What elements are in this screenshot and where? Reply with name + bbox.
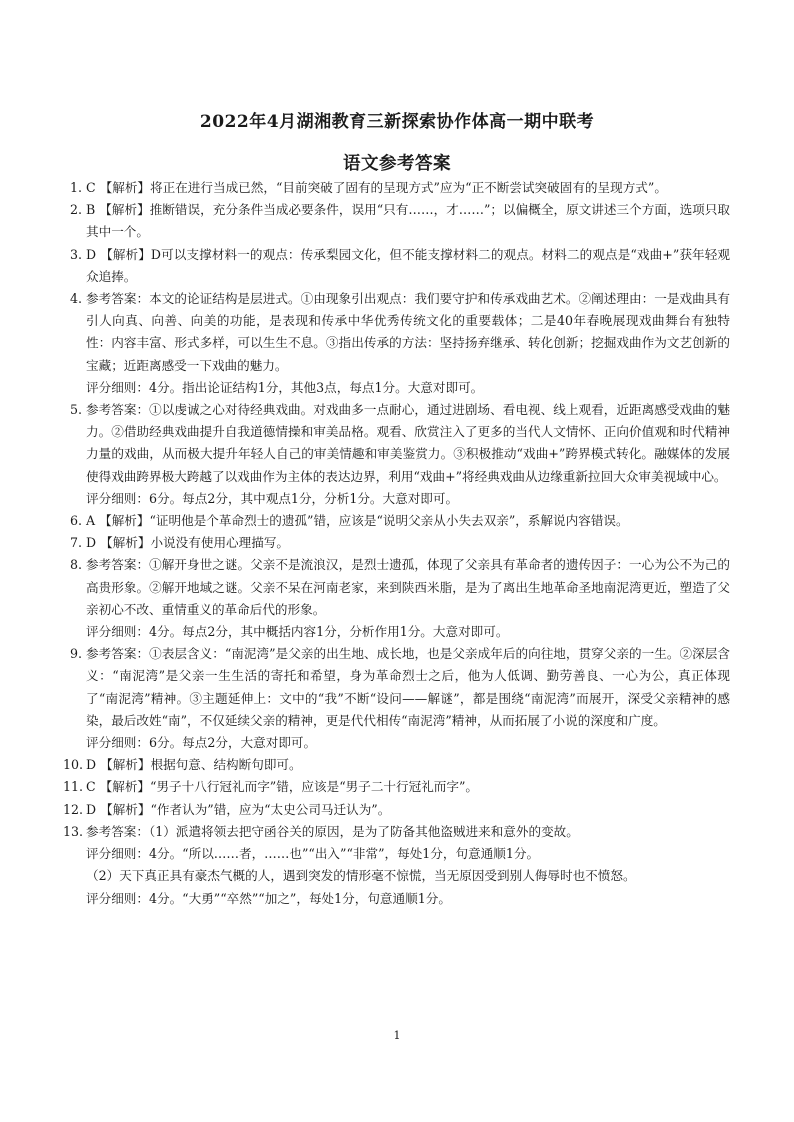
item-text: 参考答案：①表层含义：“南泥湾”是父亲的出生地、成长地，也是父亲成年后的向往地，贯穿父亲的一生。②深层含义：“南泥湾”是父亲一生生活的寄托和希望，身为革命烈士之后，他为人低调、勤劳善良、一心为公，真正体现了“南泥湾”精神。③主题延伸上：文中的“我”不断“设问——解谜”，都是围绕“南泥湾”而展开，深受父亲精神的感染，最后改姓“南”，不仅延续父亲的精神，更是代代相传“南泥湾”精神，从而拓展了小说的深度和广度。 — [86, 646, 730, 728]
answer-list — [63, 177, 730, 910]
page-number: 1 — [393, 1029, 401, 1042]
scoring-rule: 评分细则：4分。每点2分，其中概括内容1分，分析作用1分。大意对即可。 — [86, 624, 509, 640]
scoring-rule: 评分细则：4分。“所以……者，……也”“出入”“非常”，每处1分，句意通顺1分。 — [86, 846, 540, 862]
answer-item-10 — [63, 754, 730, 776]
answer-item-9 — [70, 643, 730, 754]
item-text: A 【解析】“证明他是个革命烈士的遗孤”错，应该是“说明父亲从小失去双亲”，系解说内容错误。 — [86, 513, 629, 529]
answer-item-12 — [63, 799, 730, 821]
answer-item-4 — [70, 288, 730, 399]
item-text: C 【解析】将正在进行当成已然，“目前突破了固有的呈现方式”应为“正不断尝试突破固有的呈现方式”。 — [86, 180, 667, 195]
item-number: 2. — [70, 202, 83, 218]
answer-item-2 — [70, 199, 730, 243]
item-number: 1. — [70, 180, 83, 195]
item-text: D 【解析】D可以支撑材料一的观点：传承梨园文化，但不能支撑材料二的观点。材料二的观点是“戏曲+”获年轻观众追捧。 — [86, 246, 730, 284]
item-text: B 【解析】推断错误，充分条件当成必要条件，误用“只有……，才……”；以偏概全，原文讲述三个方面，选项只取其中一个。 — [86, 202, 730, 240]
scoring-rule: 评分细则：6分。每点2分，其中观点1分，分析1分。大意对即可。 — [86, 490, 459, 506]
item-number: 4. — [70, 291, 83, 307]
item-text: D 【解析】小说没有使用心理描写。 — [86, 535, 290, 551]
answer-item-1 — [70, 177, 730, 199]
answer-item-5 — [70, 399, 730, 510]
item-text: D 【解析】“作者认为”错，应为“太史公司马迁认为”。 — [86, 801, 391, 817]
answer-item-8 — [70, 554, 730, 643]
scoring-rule: 评分细则：4分。指出论证结构1分，其他3点，每点1分。大意对即可。 — [86, 379, 484, 395]
item-number: 7. — [70, 535, 83, 551]
answer-item-6 — [70, 510, 730, 532]
item-text: 参考答案：①解开身世之谜。父亲不是流浪汉，是烈士遗孤，体现了父亲具有革命者的遗传因子：一心为公不为己的高贵形象。②解开地域之谜。父亲不呆在河南老家，来到陕西米脂，是为了离出生地革命圣地南泥湾更近，塑造了父亲初心不改、重情重义的革命后代的形象。 — [86, 557, 730, 617]
item-number: 3. — [70, 246, 83, 262]
exam-title: 2022年4月湖湘教育三新探索协作体高一期中联考 — [199, 112, 595, 132]
item-text: 参考答案：本文的论证结构是层进式。①由现象引出观点：我们要守护和传承戏曲艺术。②阐述理由：一是戏曲具有引人向真、向善、向美的功能，是表现和传承中华优秀传统文化的重要载体；二是40年春晚展现戏曲舞台有独特性：内容丰富、形式多样，可以生生不息。③指出传承的方法：坚持扬弃继承、转化创新；挖掘戏曲作为文艺创新的宝藏；近距离感受一下戏曲的魅力。 — [86, 291, 730, 373]
document-subtitle: 语文参考答案 — [343, 154, 451, 174]
item-text: C 【解析】“男子十八行冠礼而字”错，应该是“男子二十行冠礼而字”。 — [86, 779, 479, 795]
item-text-part-2: （2）天下真正具有豪杰气概的人，遇到突发的情形毫不惊慌，当无原因受到别人侮辱时也不愤怒。 — [86, 868, 636, 884]
item-number: 13. — [63, 823, 84, 839]
item-text: D 【解析】根据句意、结构断句即可。 — [86, 757, 302, 773]
answer-item-11 — [63, 776, 730, 798]
item-number: 8. — [70, 557, 83, 573]
item-number: 11. — [63, 779, 84, 795]
item-number: 6. — [70, 513, 83, 529]
item-number: 12. — [63, 801, 84, 817]
scoring-rule-part-2: 评分细则：4分。“大勇”“卒然”“加之”，每处1分，句意通顺1分。 — [86, 890, 451, 906]
item-number: 10. — [63, 757, 84, 773]
scoring-rule: 评分细则：6分。每点2分，大意对即可。 — [86, 735, 317, 751]
item-number: 9. — [70, 646, 83, 662]
item-text: 参考答案：（1）派遣将领去把守函谷关的原因，是为了防备其他盗贼进来和意外的变故。 — [86, 823, 579, 839]
answer-item-7 — [70, 532, 730, 554]
answer-item-3 — [70, 244, 730, 288]
item-text: 参考答案：①以虔诚之心对待经典戏曲。对戏曲多一点耐心，通过进剧场、看电视、线上观看，近距离感受戏曲的魅力。②借助经典戏曲提升自我道德情操和审美品格。观看、欣赏注入了更多的当代人文情怀、正向价值观和时代精神力量的戏曲，从而极大提升年轻人自己的审美情趣和审美鉴赏力。③积极推动“戏曲+”跨界模式转化。融媒体的发展使得戏曲跨界极大跨越了以戏曲作为主体的表达边界，利用“戏曲+”将经典戏曲从边缘重新拉回大众审美视域中心。 — [86, 402, 730, 484]
answer-item-13 — [63, 821, 730, 910]
item-number: 5. — [70, 402, 83, 418]
